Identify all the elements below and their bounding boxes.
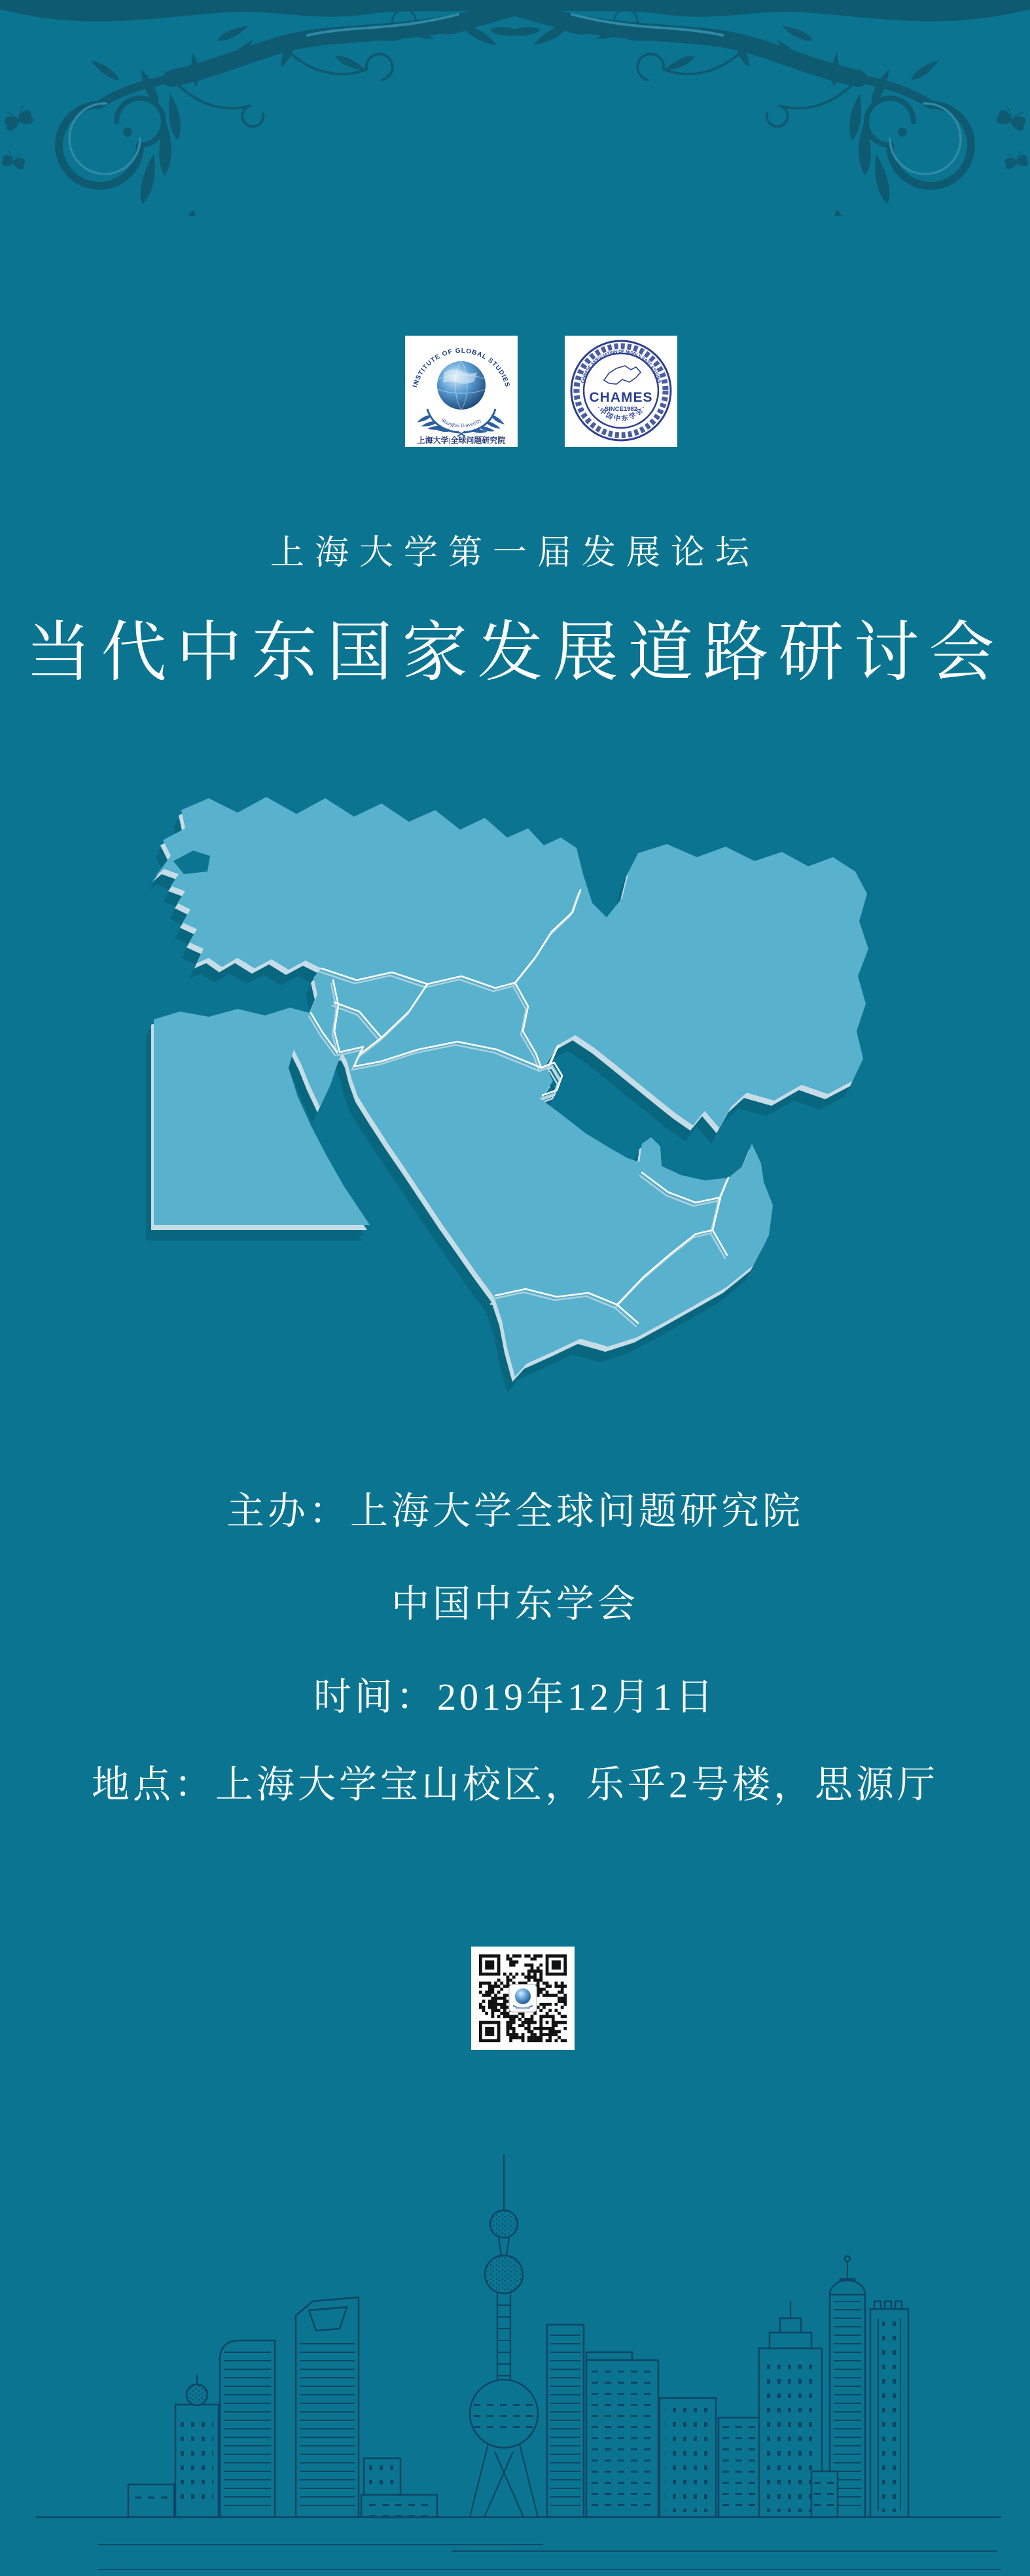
host-line: 主办：上海大学全球问题研究院 xyxy=(226,1490,804,1532)
logo-right-since-text: SINCE1982 xyxy=(604,406,638,413)
svg-text:Shanghai University xyxy=(440,417,482,429)
globe-icon xyxy=(437,361,486,410)
logo-left-subarc-text: Shanghai University xyxy=(440,417,483,429)
logo-right-center-text: CHAMES xyxy=(589,390,653,405)
laurel-icon xyxy=(417,409,505,436)
qr-code xyxy=(471,1947,575,2050)
flourish-ornament xyxy=(0,0,1030,216)
middle-east-map xyxy=(149,772,885,1377)
logo-left-bottom-text: 上海大学|全球问题研究院 xyxy=(417,436,506,445)
poster-title: 当代中东国家发展道路研讨会 xyxy=(26,616,1004,689)
logo-right-arc-text: CHINESE ASSOCIATION OF MIDDLE EAST STUDIES xyxy=(580,349,662,384)
institute-of-global-studies-logo xyxy=(405,336,518,447)
host-line-2: 中国中东学会 xyxy=(391,1583,639,1625)
oriental-pearl-tower xyxy=(469,2155,539,2517)
chames-logo xyxy=(565,336,677,447)
forum-series-line: 上海大学第一届发展论坛 xyxy=(270,535,760,572)
map-region-mainland xyxy=(154,797,868,1377)
skyline-illustration xyxy=(0,2144,1030,2576)
logo-right-bottom-arc-text: · 中 国 中 东 学 会 · xyxy=(594,404,648,423)
china-map-icon xyxy=(604,366,641,384)
qr-center-logo xyxy=(509,1985,537,2012)
time-line: 时间：2019年12月1日 xyxy=(313,1676,717,1718)
venue-line: 地点：上海大学宝山校区，乐乎2号楼，思源厅 xyxy=(91,1763,938,1806)
logo-left-arc-text: INSTITUTE OF GLOBAL STUDIES xyxy=(412,347,511,389)
